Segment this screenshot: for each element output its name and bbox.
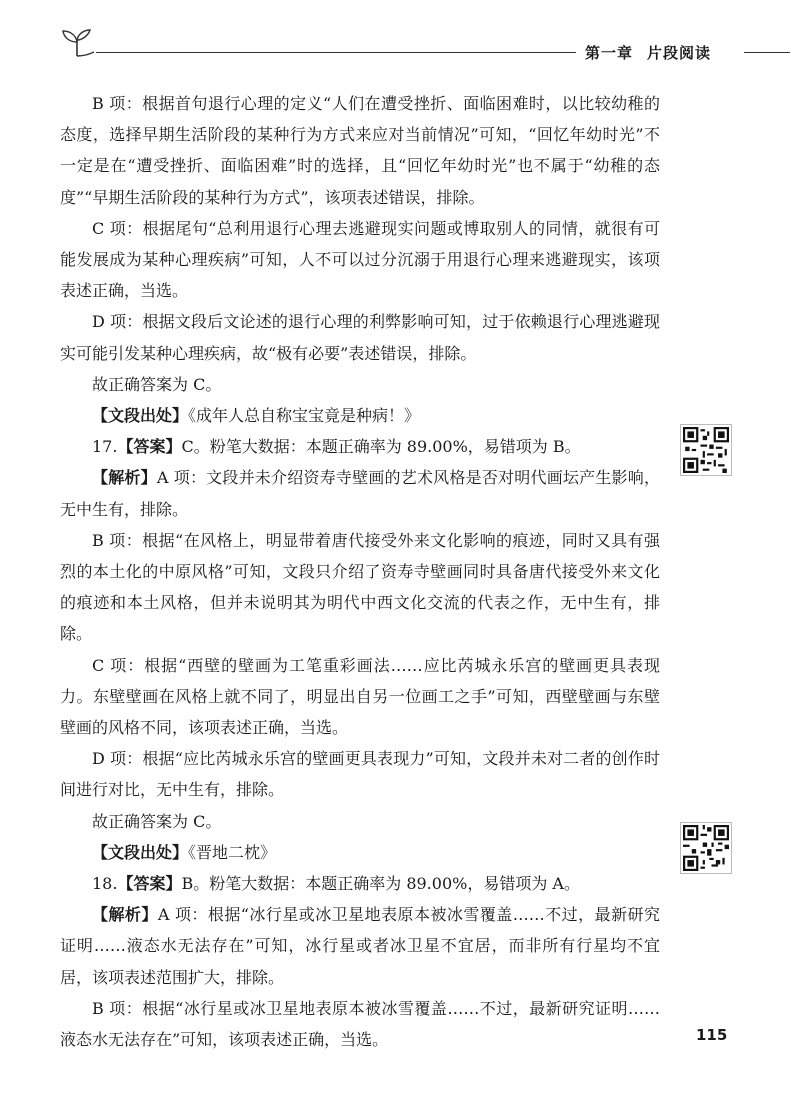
source-tag: 【文段出处】 (92, 842, 189, 862)
analysis-text: A 项：文段并未介绍资寿寺壁画的艺术风格是否对明代画坛产生影响，无中生有，排除。 (60, 468, 660, 519)
paragraph: D 项：根据“应比芮城永乐宫的壁画更具表现力”可知，文段并未对二者的创作时间进行对比，无中生有，排除。 (60, 749, 660, 800)
paragraph: C 项：根据尾句“总利用退行心理去逃避现实问题或博取别人的同情，就很有可能发展成为某种心理疾病”可知，人不可以过分沉溺于用退行心理来逃避现实，该项表述正确，当选。 (60, 218, 660, 301)
paragraph: C 项：根据“西壁的壁画为工笔重彩画法……应比芮城永乐宫的壁画更具表现力。东壁壁画在风格上就不同了，明显出自另一位画工之手”可知，西壁壁画与东壁壁画的风格不同，该项表述正确，当选。 (60, 655, 660, 738)
question-number: 17. (92, 437, 118, 457)
question-number: 18. (92, 874, 118, 894)
analysis-line (60, 462, 660, 524)
header-rule-right (744, 52, 790, 53)
qr-code-icon[interactable] (680, 822, 732, 874)
answer-text: C。粉笔大数据：本题正确率为 89.00%，易错项为 B。 (181, 437, 581, 457)
answer-line (60, 431, 660, 462)
analysis-tag: 【解析】 (92, 905, 158, 925)
header-rule-left (96, 52, 576, 53)
answer-tag: 【答案】 (117, 437, 182, 457)
section-label: 片段阅读 (647, 44, 712, 62)
page-number: 115 (696, 1026, 728, 1044)
paragraph: B 项：根据首句退行心理的定义“人们在遭受挫折、面临困难时，以比较幼稚的态度，选择早期生活阶段的某种行为方式来应对当前情况”可知，“回忆年幼时光”不一定是在“遭受挫折、面临困难”时的选择，且“回忆年幼时光”也不属于“幼稚的态度”“早期生活阶段的某种行为方式”，该项表述错误，排除。 (60, 94, 660, 207)
source-line (60, 837, 660, 868)
paragraph: D 项：根据文段后文论述的退行心理的利弊影响可知，过于依赖退行心理逃避现实可能引发某种心理疾病，故“极有必要”表述错误，排除。 (60, 312, 660, 363)
paragraph: 故正确答案为 C。 (92, 374, 222, 394)
source-line (60, 400, 660, 431)
page-header (0, 0, 800, 70)
answer-line (60, 868, 660, 899)
analysis-tag: 【解析】 (92, 468, 157, 488)
answer-text: B。粉笔大数据：本题正确率为 89.00%，易错项为 A。 (181, 874, 580, 894)
analysis-line (60, 899, 660, 993)
source-title: 《晋地二枕》 (188, 842, 277, 862)
paragraph: 故正确答案为 C。 (92, 811, 222, 831)
sprout-icon (60, 28, 94, 58)
source-tag: 【文段出处】 (92, 406, 189, 426)
answer-tag: 【答案】 (117, 874, 182, 894)
page-body (60, 88, 660, 1055)
analysis-text: A 项：根据“冰行星或冰卫星地表原本被冰雪覆盖……不过，最新研究证明……液态水无法存在”可知，冰行星或者冰卫星不宜居，而非所有行星均不宜居，该项表述范围扩大，排除。 (60, 905, 660, 987)
paragraph: B 项：根据“冰行星或冰卫星地表原本被冰雪覆盖……不过，最新研究证明……液态水无法存在”可知，该项表述正确，当选。 (60, 998, 660, 1050)
header-title (585, 42, 745, 63)
chapter-label: 第一章 (585, 44, 634, 62)
source-title: 《成年人总自称宝宝竟是种病！》 (188, 406, 421, 426)
qr-code-icon[interactable] (680, 424, 732, 476)
paragraph: B 项：根据“在风格上，明显带着唐代接受外来文化影响的痕迹，同时又具有强烈的本土化的中原风格”可知，文段只介绍了资寿寺壁画同时具备唐代接受外来文化的痕迹和本土风格，但并未说明其为明代中西文化交流的代表之作，无中生有，排除。 (60, 530, 660, 644)
